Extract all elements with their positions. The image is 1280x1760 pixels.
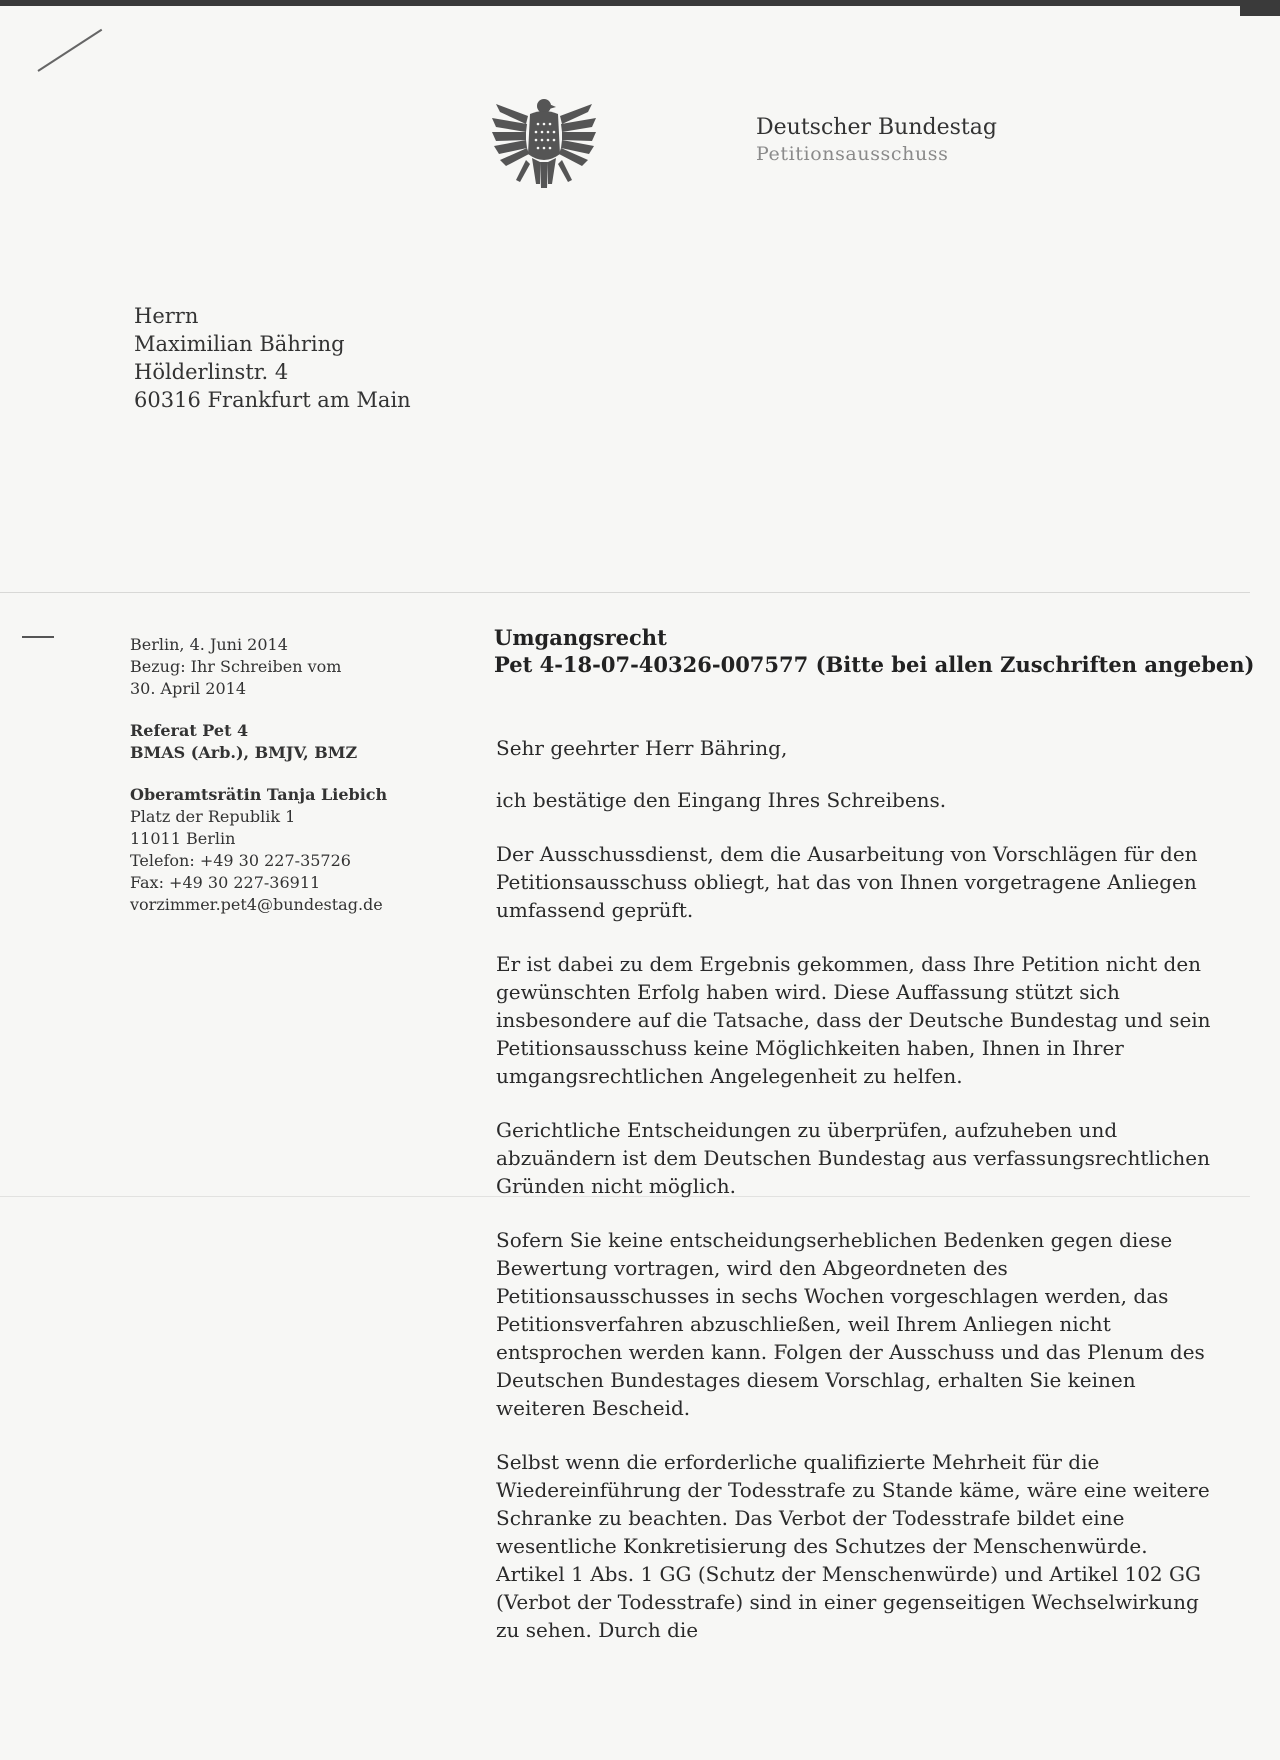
recipient-name: Maximilian Bähring bbox=[134, 332, 345, 356]
paper-fold-line bbox=[0, 592, 1250, 593]
sender-phone: Telefon: +49 30 227-35726 bbox=[130, 851, 351, 870]
scan-edge bbox=[0, 0, 1240, 6]
institution-name: Deutscher Bundestag bbox=[756, 115, 997, 140]
scan-edge-corner bbox=[1240, 0, 1280, 16]
paragraph-1: ich bestätige den Eingang Ihres Schreibens. bbox=[496, 788, 947, 812]
sender-city: 11011 Berlin bbox=[130, 829, 236, 848]
greeting: Sehr geehrter Herr Bähring, bbox=[496, 736, 788, 760]
paragraph-3: Er ist dabei zu dem Ergebnis gekommen, dass Ihre Petition nicht den gewünschten Erfolg haben wird. Diese Auffassung stützt sich insbesondere auf die Tatsache, dass der Deutsche Bundestag und sein Petitionsausschuss keine Möglichkeiten haben, Ihnen in Ihrer umgangsrechtlichen Angelegenheit zu helfen. bbox=[496, 952, 1211, 1088]
paragraph-2: Der Ausschussdienst, dem die Ausarbeitung von Vorschlägen für den Petitionsausschuss obliegt, hat das von Ihnen vorgetragene Anliegen umfassend geprüft. bbox=[496, 842, 1198, 922]
reference-line: Bezug: Ihr Schreiben vom bbox=[130, 657, 342, 676]
committee-name: Petitionsausschuss bbox=[756, 143, 949, 165]
sender-info-column bbox=[130, 634, 460, 916]
letter-body bbox=[496, 734, 1216, 1670]
ministries: BMAS (Arb.), BMJV, BMZ bbox=[130, 743, 358, 762]
letter-date: Berlin, 4. Juni 2014 bbox=[130, 635, 288, 654]
paragraph-4: Gerichtliche Entscheidungen zu überprüfen, aufzuheben und abzuändern ist dem Deutschen Bundestag aus verfassungsrechtlichen Gründen nicht möglich. bbox=[496, 1118, 1211, 1198]
federal-eagle-icon bbox=[490, 94, 598, 194]
department: Referat Pet 4 bbox=[130, 721, 249, 740]
recipient-street: Hölderlinstr. 4 bbox=[134, 360, 289, 384]
subject-block bbox=[494, 624, 1255, 678]
subject-title: Umgangsrecht bbox=[494, 625, 667, 650]
sender-fax: Fax: +49 30 227-36911 bbox=[130, 873, 321, 892]
recipient-city: 60316 Frankfurt am Main bbox=[134, 388, 411, 412]
paragraph-5: Sofern Sie keine entscheidungserheblichen Bedenken gegen diese Bewertung vortragen, wird den Abgeordneten des Petitionsausschusses in sechs Wochen vorgeschlagen werden, das Petitionsverfahren abzuschließen, weil Ihrem Anliegen nicht entsprochen werden kann. Folgen der Ausschuss und das Plenum des Deutschen Bundestages diesem Vorschlag, erhalten Sie keinen weiteren Bescheid. bbox=[496, 1228, 1205, 1420]
official-name: Oberamtsrätin Tanja Liebich bbox=[130, 785, 388, 804]
recipient-salutation: Herrn bbox=[134, 304, 199, 328]
letterhead bbox=[756, 114, 997, 166]
pen-mark bbox=[37, 29, 102, 72]
paragraph-6: Selbst wenn die erforderliche qualifizierte Mehrheit für die Wiedereinführung der Todesstrafe zu Stande käme, wäre eine weitere Schranke zu beachten. Das Verbot der Todesstrafe bildet eine wesentliche Konkretisierung des Schutzes der Menschenwürde. Artikel 1 Abs. 1 GG (Schutz der Menschenwürde) und Artikel 102 GG (Verbot der Todesstrafe) sind in einer gegenseitigen Wechselwirkung zu sehen. Durch die bbox=[496, 1450, 1210, 1642]
sender-street: Platz der Republik 1 bbox=[130, 807, 296, 826]
fold-mark bbox=[22, 636, 54, 638]
petition-reference: Pet 4-18-07-40326-007577 (Bitte bei allen Zuschriften angeben) bbox=[494, 652, 1255, 677]
sender-email: vorzimmer.pet4@bundestag.de bbox=[130, 895, 383, 914]
reference-date: 30. April 2014 bbox=[130, 679, 247, 698]
recipient-address bbox=[134, 302, 411, 414]
